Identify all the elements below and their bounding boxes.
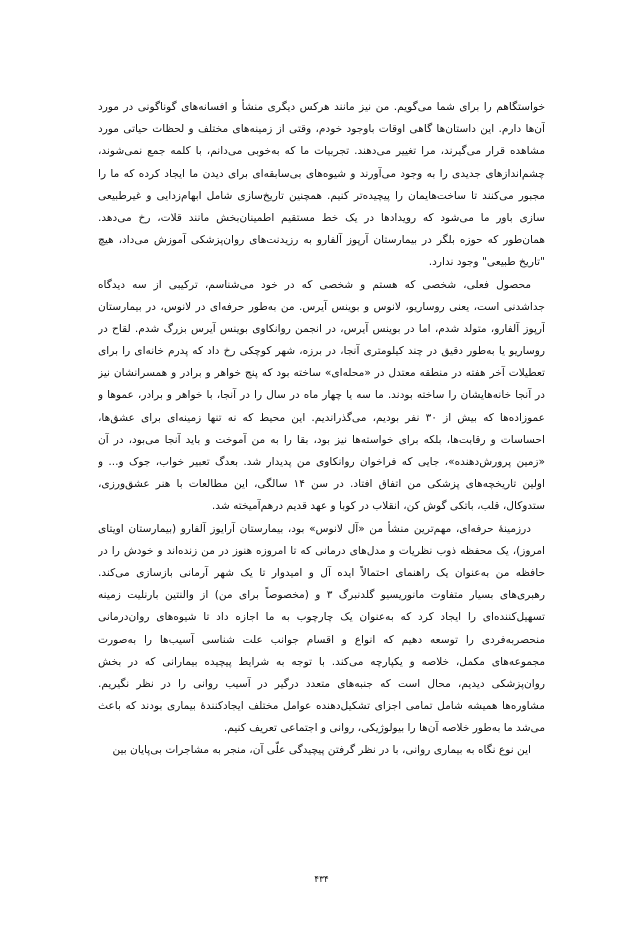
- text-line: سازی باور ما می‌شود که رویدادها در یک خط مستقیم اطمینان‌بخش مانند قلات، رخ می‌دهد.: [98, 211, 545, 224]
- text-line: ستدوکال، قلب، باتکی گوش کن، انقلاب در کوبا و عهد قدیم درهم‌آمیخته شد.: [211, 500, 545, 513]
- text-line: تعطیلات آخر هفته در منطقه معتدل در «محله‌ای» ساخته بود که پنج خواهر و برادر و همسرانشان نیز: [98, 367, 545, 380]
- paragraph: [98, 96, 545, 274]
- page-number: ۴۳۴: [314, 875, 329, 885]
- text-line: عموزاده‌ها که بیش از ۳۰ نفر بودیم، می‌گذراندیم. این محیط که نه تنها زمینه‌ای برای عشق‌ها،: [98, 411, 545, 424]
- text-line: در آنجا خانه‌هایشان را ساخته بودند. ما سه یا چهار ماه در سال را در آنجا، با خواهر و برادر، عموها و: [98, 389, 545, 402]
- text-line: این نوع نگاه به بیماری روانی، با در نظر گرفتن پیچیدگی علّی آن، منجر به مشاجرات بی‌پایان بین: [112, 744, 531, 757]
- text-line: روان‌پزشکی دیدیم، محال است که جنبه‌های متعدد درگیر در آسیب روانی را در نظر نگیریم.: [98, 677, 545, 690]
- paragraph: [98, 274, 545, 518]
- text-line: مجبور می‌کنند تا ساخت‌هایمان را پیچیده‌تر کنیم. همچنین تاریخ‌سازی شامل ابهام‌زدایی و غیرطبیعی: [98, 189, 545, 202]
- text-line: "تاریخ طبیعی" وجود ندارد.: [428, 256, 545, 269]
- text-line: مجموعه‌های مکمل، خلاصه و یکپارچه می‌کند. با توجه به شرایط پیچیده بیمارانی که در بخش: [98, 655, 545, 668]
- body-text: [98, 96, 545, 762]
- text-line: حافظه من به‌عنوان یک راهنمای احتمالاً ایده آل و امیدوار تا یک شهر آرمانی بازسازی می‌کند.: [98, 566, 545, 579]
- text-line: احساسات و رقابت‌ها، بلکه برای خواسته‌ها نیز بود، بقا را به من آموخت و باید آنجا می‌بود، در آن: [98, 433, 545, 446]
- text-line: آن‌ها دارم. این داستان‌ها گاهی اوقات باوجود خودم، وقتی از زمینه‌های مختلف و لحظات حیاتی مورد: [98, 123, 545, 136]
- text-line: خواستگاهم را برای شما می‌گویم. من نیز مانند هرکس دیگری منشأ و افسانه‌های گوناگونی در مورد: [98, 101, 545, 113]
- text-line: روساریو یا به‌طور دقیق در چند کیلومتری آنجا، در برزه، شهر کوچکی رخ داد که پدرم خانه‌ای را برای: [98, 345, 545, 358]
- paragraph: [98, 739, 545, 761]
- text-line: منحصربه‌فردی را توسعه دهیم که انواع و اقسام جوانب علت شناسی آسیب‌ها را به‌صورت: [98, 633, 545, 646]
- text-line: رهبری‌های بسیار متفاوت مانوریسیو گلدنبرگ ۳ و (مخصوصاً برای من) از والنتین بارنلیت زمینه: [98, 589, 545, 602]
- paragraph: [98, 518, 545, 740]
- text-line: آرپوز آلفارو، متولد شدم، اما در بوینس آیرس، در انجمن روانکاوی بوینس آیرس بزرگ شدم. لقاح در: [98, 322, 545, 335]
- text-line: محصول فعلی، شخصی که هستم و شخصی که در خود می‌شناسم، ترکیبی از سه دیدگاه: [98, 278, 531, 291]
- text-line: امروز)، یک محفظه ذوب نظریات و مدل‌های درمانی که تا امروزه هنوز در من زنده‌اند و خودش را در: [98, 544, 545, 557]
- text-line: می‌شد ما به‌طور خلاصه آن‌ها را بیولوژیکی، روانی و اجتماعی تعریف کنیم.: [223, 722, 545, 735]
- text-line: چشم‌اندازهای جدیدی را به وجود می‌آورند و شیوه‌های بی‌سابقه‌ای برای دیدن ما ایجاد کرده که ما را: [98, 167, 545, 180]
- text-line: جداشدنی است، یعنی روساریو، لانوس و بوینس آیرس. من به‌طور حرفه‌ای در لانوس، در بیمارستان: [98, 300, 545, 313]
- text-line: تسهیل‌کننده‌ای را ایجاد کرد که به‌عنوان یک چارچوب به ما اجازه داد تا شیوه‌های روان‌درمانی: [98, 611, 545, 624]
- text-line: همان‌طور که حوزه بلگر در بیمارستان آرپوز آلفارو به رزیدنت‌های روان‌پزشکی آموزش می‌داد، هیچ: [98, 234, 545, 247]
- text-line: درزمینهٔ حرفه‌ای، مهم‌ترین منشأ من «آل لانوس» بود، بیمارستان آرایوز آلفارو (بیمارستان اویتای: [98, 522, 531, 535]
- text-line: «زمین پرورش‌دهنده»، جایی که فراخوان روانکاوی من پدیدار شد. بعدگ تعبیر خواب، جوک و... و: [98, 456, 545, 468]
- text-line: مشاوره‌ها همیشه شامل تمامی اجزای تشکیل‌دهنده عوامل مختلف ایجادکنندهٔ بیماری بودند که باعث: [98, 700, 545, 713]
- text-line: مشاهده قرار می‌گیرند، مرا تغییر می‌دهند. تجربیات ما که به‌خوبی می‌دانم، با کلمه جمع نمی‌شوند،: [98, 145, 545, 158]
- text-line: اولین تاریخچه‌های پزشکی من اتفاق افتاد. در سن ۱۴ سالگی، این مطالعات با هنر عشق‌ورزی،: [98, 478, 545, 491]
